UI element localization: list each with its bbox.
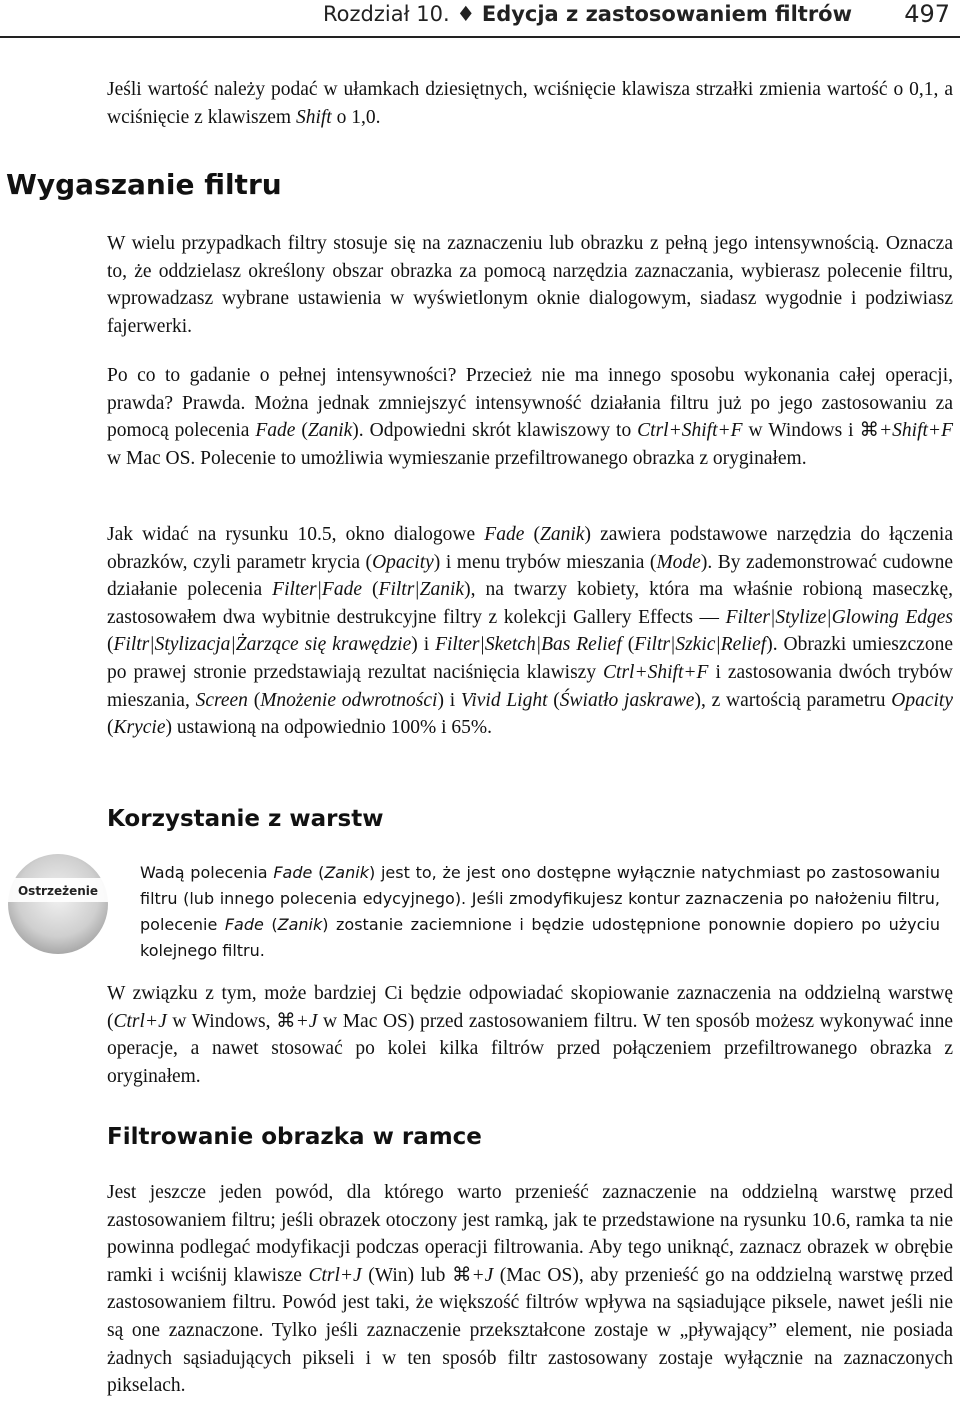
warning-icon [6,852,110,956]
chapter-title [323,2,852,26]
running-header [0,0,960,38]
section-heading-ramka: Filtrowanie obrazka w ramce [107,1124,482,1150]
paragraph-intensity: W wielu przypadkach filtry stosuje się na zaznaczeniu lub obrazku z pełną jego intensywnością. Oznacza to, że oddzielasz określony obszar obrazka za pomocą narzędzia zaznaczania, wybierasz polecenie filtru, wprowadzasz wybrane ustawienia w wyświetlonym oknie dialogowym, siadasz wygodnie i podziwiasz fajerwerki. [107,233,953,337]
page-number: 497 [904,0,950,28]
section-heading-warstwy: Korzystanie z warstw [107,806,384,832]
chapter-number: Rozdział 10. [323,2,450,26]
command-key-icon: ⌘ [451,1264,472,1286]
diamond-icon: ♦ [456,2,476,26]
warning-note: Wadą polecenia Fade (Zanik) jest to, że jest ono dostępne wyłącznie natychmiast po zastosowaniu filtru (lub innego polecenia edycyjnego). Jeśli zmodyfikujesz kontur zaznaczenia po nałożeniu filtru, polecenie Fade (Zanik) zostanie zaciemnione i będzie udostępnione ponownie dopiero po użyciu kolejnego filtru. [140,863,941,960]
paragraph-layers: W związku z tym, może bardziej Ci będzie odpowiadać skopiowanie zaznaczenia na oddzielną warstwę (Ctrl+J w Windows, ⌘+J w Mac OS) przed zastosowaniem filtru. W ten sposób możesz wykonywać inne operacje, a nawet stosować po kolei kilka filtrów przed połączeniem przefiltrowanego obrazka z oryginałem. [107,983,953,1087]
paragraph-frame: Jest jeszcze jeden powód, dla którego warto przenieść zaznaczenie na oddzielną warstwę przed zastosowaniem filtru; jeśli obrazek otoczony jest ramką, jak te przedstawione na rysunku 10.6, ramka ta nie powinna podlegać modyfikacji podczas operacji filtrowania. Aby tego uniknąć, zaznacz obrazek w obrębie ramki i wciśnij klawisze Ctrl+J (Win) lub ⌘+J (Mac OS), aby przenieść go na oddzielną warstwę przed zastosowaniem filtru. Powód jest taki, że większość filtrów wpływa na sąsiadujące piksele, nawet jeśli nie są one zaznaczone. Tylko jeśli zaznaczenie przekształcone zostaje w „pływający” element, nie posiada żadnych sąsiadujących pikseli i w ten sposób filtr zastosowany zostaje wyłącznie na zaznaczonych pikselach. [107,1182,953,1397]
warning-icon-label: Ostrzeżenie [17,884,99,898]
command-key-icon: ⌘ [276,1010,296,1032]
paragraph-fade-dialog: Jak widać na rysunku 10.5, okno dialogowe Fade (Zanik) zawiera podstawowe narzędzia do łączenia obrazków, czyli parametr krycia (Opacity) i menu trybów mieszania (Mode). By zademonstrować cudowne działanie polecenia Filter|Fade (Filtr|Zanik), na twarzy kobiety, która ma właśnie robioną maseczkę, zastosowałem dwa wybitnie destrukcyjne filtry z kolekcji Gallery Effects — Filter|Stylize|Glowing Edges (Filtr|Stylizacja|Żarzące się krawędzie) i Filter|Sketch|Bas Relief (Filtr|Szkic|Relief). Obrazki umieszczone po prawej stronie przedstawiają rezultat naciśnięcia klawiszy Ctrl+Shift+F i zastosowania dwóch trybów mieszania, Screen (Mnożenie odwrotności) i Vivid Light (Światło jaskrawe), z wartością parametru Opacity (Krycie) ustawioną na odpowiednio 100% i 65%. [107,524,954,739]
intro-paragraph: Jeśli wartość należy podać w ułamkach dziesiętnych, wciśnięcie klawisza strzałki zmienia wartość o 0,1, a wciśnięcie z klawiszem Shift o 1,0. [107,79,953,128]
section-heading-wygaszanie: Wygaszanie filtru [6,168,282,201]
chapter-name: Edycja z zastosowaniem filtrów [481,2,852,26]
paragraph-fade-intro: Po co to gadanie o pełnej intensywności? Przecież nie ma innego sposobu wykonania całej operacji, prawda? Prawda. Można jednak zmniejszyć intensywność działania filtru już po jego zastosowaniu za pomocą polecenia Fade (Zanik). Odpowiedni skrót klawiszowy to Ctrl+Shift+F w Windows i ⌘+Shift+F w Mac OS. Polecenie to umożliwia wymieszanie przefiltrowanego obrazka z oryginałem. [107,365,953,469]
command-key-icon: ⌘ [859,420,880,442]
